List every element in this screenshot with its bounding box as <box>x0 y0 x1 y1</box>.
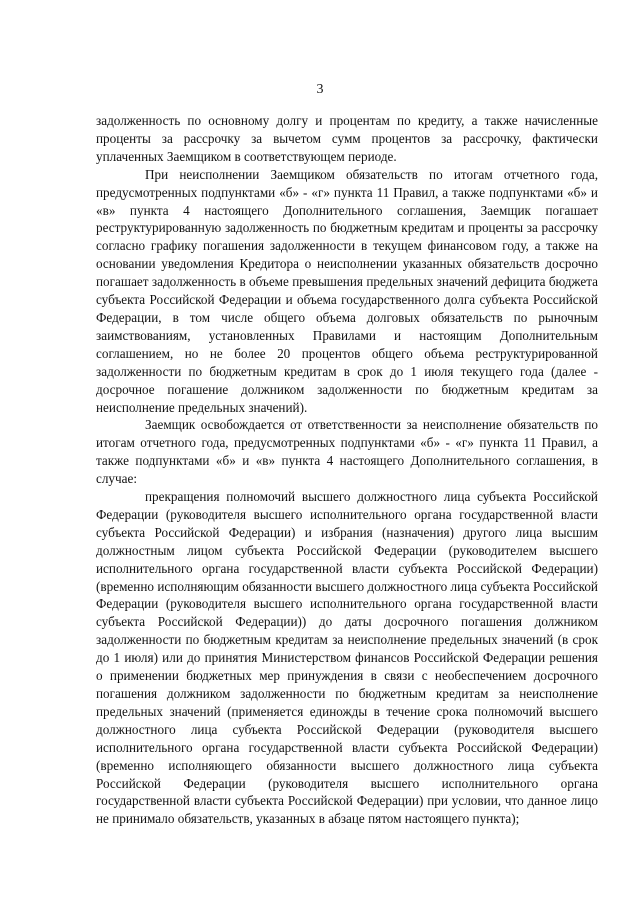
paragraph-termination-of-powers: прекращения полномочий высшего должностного лица субъекта Российской Федерации (руководителя высшего исполнительного органа государственной власти субъекта Российской Федерации) и избрания (назначения) другого лица высшим должностным лицом субъекта Российской Федерации (руководителем высшего исполнительного органа государственной власти субъекта Российской Федерации) (временно исполняющим обязанности высшего должностного лица субъекта Российской Федерации (руководителя высшего исполнительного органа государственной власти субъекта Российской Федерации)) до даты досрочного погашения должником задолженности по бюджетным кредитам за неисполнение предельных значений (в срок до 1 июля) или до принятия Министерством финансов Российской Федерации решения о применении бюджетных мер принуждения в связи с необеспечением досрочного погашения должником задолженности по бюджетным кредитам за неисполнение предельных значений (применяется единожды в течение срока полномочий высшего должностного лица субъекта Российской Федерации (руководителя высшего исполнительного органа государственной власти субъекта Российской Федерации) (временно исполняющего обязанности высшего должностного лица субъекта Российской Федерации (руководителя высшего исполнительного органа государственной власти субъекта Российской Федерации) при условии, что данное лицо не принимало обязательств, указанных в абзаце пятом настоящего пункта); <box>96 489 598 827</box>
paragraph-exemption: Заемщик освобождается от ответственности за неисполнение обязательств по итогам отчетного года, предусмотренных подпунктами «б» - «г» пункта 11 Правил, а также подпунктами «б» и «в» пункта 4 настоящего Дополнительного соглашения, в случае: <box>96 417 598 487</box>
paragraph-nonfulfillment: При неисполнении Заемщиком обязательств по итогам отчетного года, предусмотренных подпунктами «б» - «г» пункта 11 Правил, а также подпунктами «б» и «в» пункта 4 настоящего Дополнительного соглашения, Заемщик погашает реструктурированную задолженность по бюджетным кредитам и проценты за рассрочку согласно графику погашения задолженности в текущем финансовом году, а также на основании уведомления Кредитора о неисполнении указанных обязательств досрочно погашает задолженность в объеме превышения предельных значений дефицита бюджета субъекта Российской Федерации и объема государственного долга субъекта Российской Федерации, в том числе общего объема долговых обязательств по рыночным заимствованиям, установленных Правилами и настоящим Дополнительным соглашением, но не более 20 процентов общего объема реструктурированной задолженности по бюджетным кредитам в срок до 1 июля текущего года (далее - досрочное погашение должником задолженности по бюджетным кредитам за неисполнение предельных значений). <box>96 166 598 415</box>
document-body <box>96 112 598 828</box>
page-number: 3 <box>316 82 324 97</box>
paragraph-continuation: задолженность по основному долгу и процентам по кредиту, а также начисленные проценты за рассрочку за вычетом сумм процентов за рассрочку, фактически уплаченных Заемщиком в соответствующем периоде. <box>96 113 598 164</box>
